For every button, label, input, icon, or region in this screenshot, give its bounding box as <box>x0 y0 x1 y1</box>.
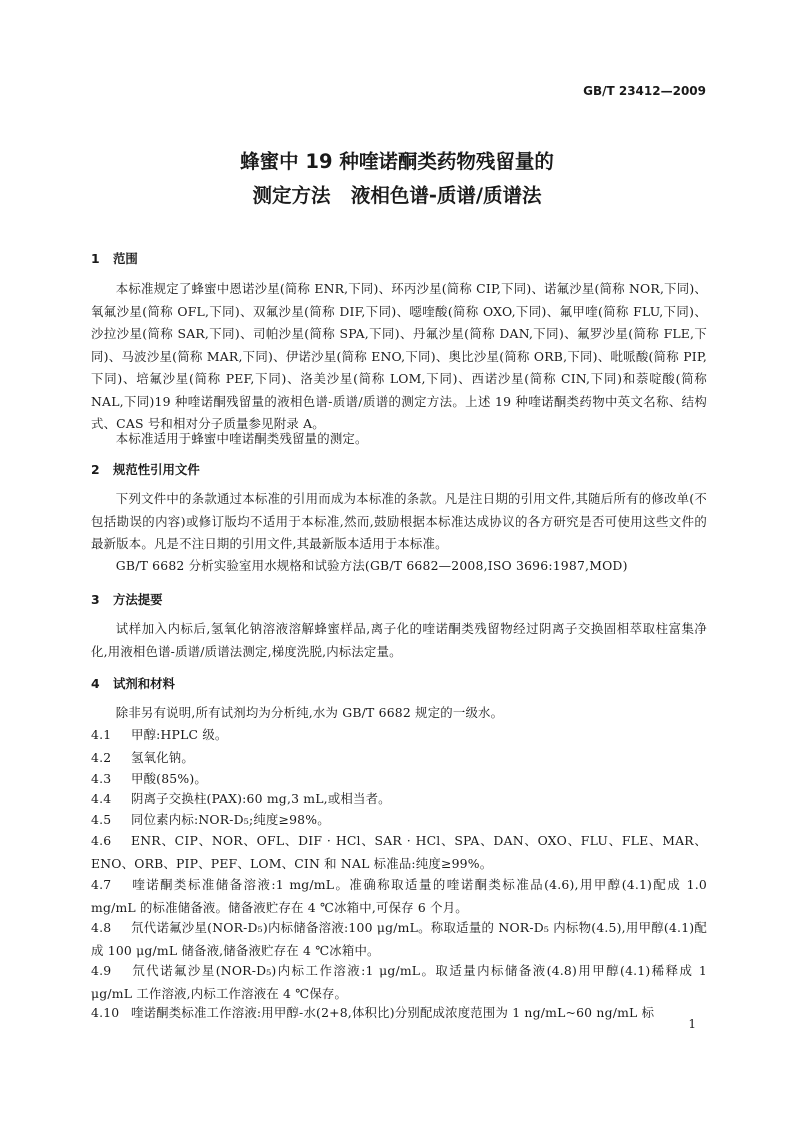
item-text: 氘代诺氟沙星(NOR-D₅)内标工作溶液:1 μg/mL。取适量内标储备液(4.8)用甲醇(4.1)稀释成 1 μg/mL 工作溶液,内标工作溶液在 4 ℃保存。 <box>91 963 707 1001</box>
list-item <box>91 788 707 811</box>
section-1-paragraph-1: 本标准规定了蜂蜜中恩诺沙星(简称 ENR,下同)、环丙沙星(简称 CIP,下同)、诺氟沙星(简称 NOR,下同)、氧氟沙星(简称 OFL,下同)、双氟沙星(简称 DIF,下同)、噁喹酸(简称 OXO,下同)、氟甲喹(简称 FLU,下同)、沙拉沙星(简称 SAR,下同)、司帕沙星(简称 SPA,下同)、丹氟沙星(简称 DAN,下同)、氟罗沙星(简称 FLE,下同)、马波沙星(简称 MAR,下同)、伊诺沙星(简称 ENO,下同)、奥比沙星(简称 ORB,下同)、吡哌酸(简称 PIP,下同)、培氟沙星(简称 PEF,下同)、洛美沙星(简称 LOM,下同)、西诺沙星(简称 CIN,下同)和萘啶酸(简称 NAL,下同)19 种喹诺酮残留量的液相色谱-质谱/质谱的测定方法。上述 19 种喹诺酮类药物中英文名称、结构式、CAS 号和相对分子质量参见附录 A。 <box>91 281 707 431</box>
item-number: 4.10 <box>91 1005 120 1020</box>
list-item <box>91 874 707 919</box>
section-2-heading <box>91 459 200 482</box>
section-1-heading <box>91 248 138 271</box>
title-line-2: 测定方法 液相色谱-质谱/质谱法 <box>252 184 542 207</box>
item-text: 喹诺酮类标准工作溶液:用甲醇-水(2+8,体积比)分别配成浓度范围为 1 ng/mL~60 ng/mL 标 <box>131 1005 655 1020</box>
item-number: 4.2 <box>91 750 112 765</box>
section-3-heading <box>91 589 163 612</box>
section-title: 范围 <box>113 251 138 266</box>
section-2-normative-reference: GB/T 6682 分析实验室用水规格和试验方法(GB/T 6682—2008,ISO 3696:1987,MOD) <box>115 558 628 573</box>
item-number: 4.3 <box>91 771 112 786</box>
section-2-paragraph-1: 下列文件中的条款通过本标准的引用而成为本标准的条款。凡是注日期的引用文件,其随后所有的修改单(不包括勘误的内容)或修订版均不适用于本标准,然而,鼓励根据本标准达成协议的各方研究是否可使用这些文件的最新版本。凡是不注日期的引用文件,其最新版本适用于本标准。 <box>91 491 707 551</box>
list-item <box>91 809 707 832</box>
section-number: 2 <box>91 462 100 477</box>
section-title: 方法提要 <box>113 592 163 607</box>
section-number: 3 <box>91 592 100 607</box>
list-item <box>91 1002 707 1025</box>
page-number: 1 <box>688 1017 696 1031</box>
item-number: 4.5 <box>91 812 112 827</box>
item-text: 喹诺酮类标准储备溶液:1 mg/mL。准确称取适量的喹诺酮类标准品(4.6),用甲醇(4.1)配成 1.0 mg/mL 的标准储备液。储备液贮存在 4 ℃冰箱中,可保存 6 个月。 <box>91 877 707 915</box>
section-1-paragraph-2: 本标准适用于蜂蜜中喹诺酮类残留量的测定。 <box>115 431 368 446</box>
document-title <box>0 145 794 213</box>
item-text: 氘代诺氟沙星(NOR-D₅)内标储备溶液:100 μg/mL。称取适量的 NOR-D₅ 内标物(4.5),用甲醇(4.1)配成 100 μg/mL 储备液,储备液贮存在 4 ℃冰箱中。 <box>91 920 707 958</box>
item-number: 4.1 <box>91 727 112 742</box>
list-item <box>91 830 707 875</box>
section-title: 试剂和材料 <box>113 676 175 691</box>
list-item <box>91 960 707 1005</box>
section-4-intro: 除非另有说明,所有试剂均为分析纯,水为 GB/T 6682 规定的一级水。 <box>115 705 504 720</box>
section-number: 4 <box>91 676 100 691</box>
item-number: 4.8 <box>91 920 112 935</box>
section-3-paragraph-1: 试样加入内标后,氢氧化钠溶液溶解蜂蜜样品,离子化的喹诺酮类残留物经过阴离子交换固相萃取柱富集净化,用液相色谱-质谱/质谱法测定,梯度洗脱,内标法定量。 <box>91 621 707 659</box>
list-item <box>91 724 707 747</box>
item-text: ENR、CIP、NOR、OFL、DIF · HCl、SAR · HCl、SPA、DAN、OXO、FLU、FLE、MAR、ENO、ORB、PIP、PEF、LOM、CIN 和 NAL 标准品:纯度≥99%。 <box>91 833 707 871</box>
item-text: 同位素内标:NOR-D₅;纯度≥98%。 <box>131 812 330 827</box>
item-number: 4.4 <box>91 791 112 806</box>
standard-code: GB/T 23412—2009 <box>583 84 706 98</box>
section-4-heading <box>91 673 175 696</box>
item-text: 甲醇:HPLC 级。 <box>131 727 228 742</box>
item-number: 4.9 <box>91 963 112 978</box>
section-number: 1 <box>91 251 100 266</box>
item-text: 氢氧化钠。 <box>131 750 194 765</box>
item-text: 甲酸(85%)。 <box>131 771 207 786</box>
section-title: 规范性引用文件 <box>113 462 200 477</box>
item-text: 阴离子交换柱(PAX):60 mg,3 mL,或相当者。 <box>131 791 391 806</box>
list-item <box>91 917 707 962</box>
list-item <box>91 747 707 770</box>
item-number: 4.7 <box>91 877 112 892</box>
title-line-1: 蜂蜜中 19 种喹诺酮类药物残留量的 <box>240 150 554 173</box>
item-number: 4.6 <box>91 833 112 848</box>
